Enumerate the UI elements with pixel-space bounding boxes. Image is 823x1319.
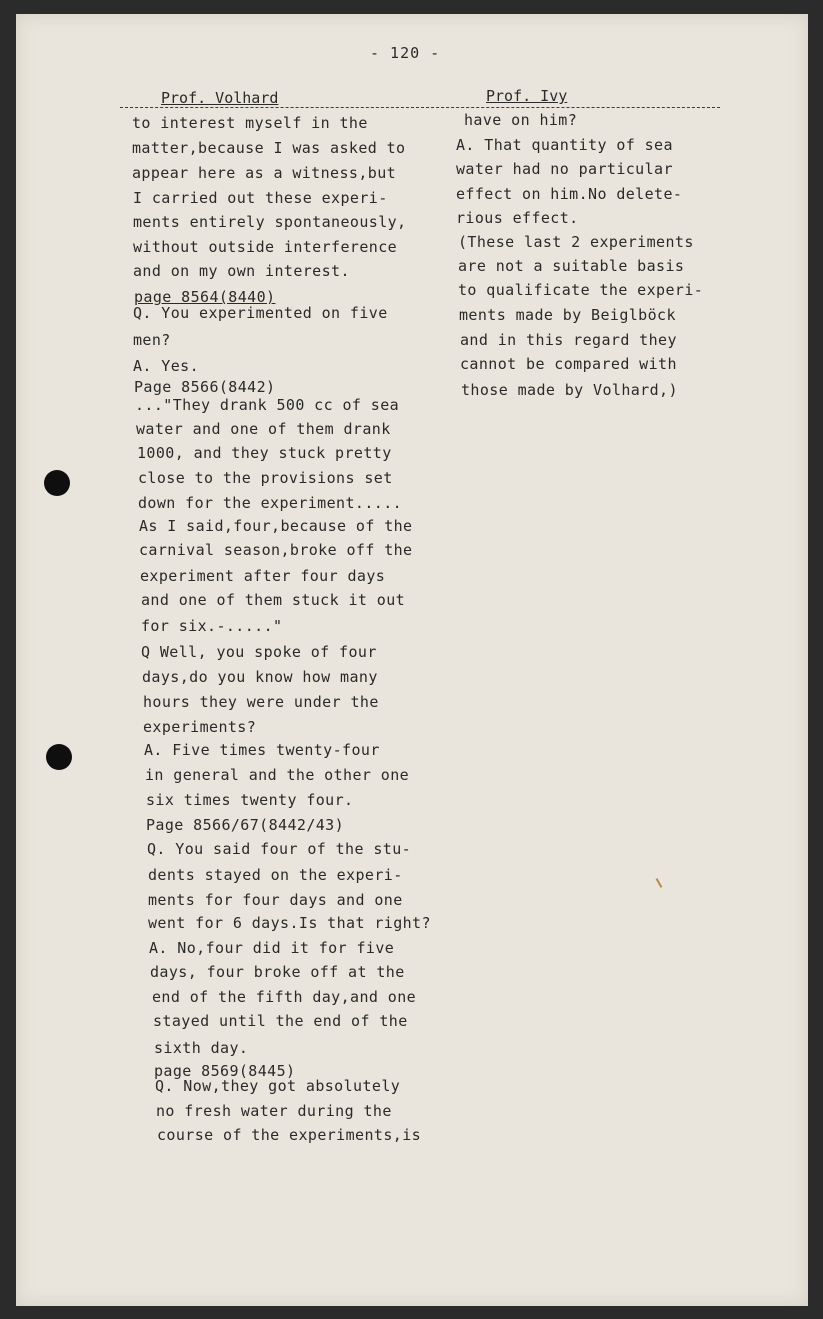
right-line: rious effect. (456, 209, 579, 227)
left-line: without outside interference (133, 238, 398, 256)
right-line: A. That quantity of sea (456, 136, 673, 154)
left-line: to interest myself in the (132, 114, 368, 132)
left-line: Q. You said four of the stu- (147, 840, 412, 858)
left-line: and one of them stuck it out (141, 591, 406, 609)
page-reference: page 8569(8445) (154, 1062, 296, 1080)
right-line: cannot be compared with (460, 355, 677, 373)
left-line: down for the experiment..... (138, 494, 403, 512)
right-line: effect on him.No delete- (456, 185, 683, 203)
left-line: matter,because I was asked to (132, 139, 406, 157)
right-line: have on him? (464, 111, 578, 129)
left-line: A. Five times twenty-four (144, 741, 380, 759)
left-line: men? (133, 331, 171, 349)
left-line: Q. You experimented on five (133, 304, 388, 322)
right-line: to qualificate the experi- (458, 281, 704, 299)
left-line: stayed until the end of the (153, 1012, 408, 1030)
left-line: and on my own interest. (133, 262, 350, 280)
left-line: ments for four days and one (148, 891, 403, 909)
punch-hole-upper (44, 470, 70, 496)
right-line: (These last 2 experiments (458, 233, 694, 251)
right-line: are not a suitable basis (458, 257, 685, 275)
left-line: appear here as a witness,but (132, 164, 397, 182)
right-line: and in this regard they (460, 331, 677, 349)
left-line: days,do you know how many (142, 668, 378, 686)
left-line: close to the provisions set (138, 469, 393, 487)
right-column-header: Prof. Ivy (486, 87, 568, 105)
left-line: sixth day. (154, 1039, 249, 1057)
left-line: dents stayed on the experi- (148, 866, 403, 884)
right-line: those made by Volhard,) (461, 381, 678, 399)
left-line: end of the fifth day,and one (152, 988, 417, 1006)
left-line: A. Yes. (133, 357, 200, 375)
left-line: I carried out these experi- (133, 189, 388, 207)
left-line: experiments? (143, 718, 257, 736)
left-line: six times twenty four. (146, 791, 354, 809)
punch-hole-lower (46, 744, 72, 770)
left-line: ..."They drank 500 cc of sea (135, 396, 400, 414)
left-line: hours they were under the (143, 693, 379, 711)
left-line: in general and the other one (145, 766, 410, 784)
right-line: ments made by Beiglböck (459, 306, 676, 324)
document-page (16, 14, 808, 1306)
left-line: experiment after four days (140, 567, 386, 585)
left-line: A. No,four did it for five (149, 939, 395, 957)
page-reference: page 8564(8440) (134, 288, 276, 306)
left-line: As I said,four,because of the (139, 517, 413, 535)
right-line: water had no particular (456, 160, 673, 178)
left-line: 1000, and they stuck pretty (137, 444, 392, 462)
left-line: went for 6 days.Is that right? (148, 914, 431, 932)
left-line: carnival season,broke off the (139, 541, 413, 559)
left-line: Q Well, you spoke of four (141, 643, 377, 661)
left-line: course of the experiments,is (157, 1126, 422, 1144)
left-column-header: Prof. Volhard (161, 89, 279, 107)
page-reference: Page 8566(8442) (134, 378, 276, 396)
header-divider (120, 107, 720, 108)
left-line: days, four broke off at the (150, 963, 405, 981)
page-number: - 120 - (370, 44, 441, 62)
left-line: ments entirely spontaneously, (133, 213, 407, 231)
left-line: no fresh water during the (156, 1102, 392, 1120)
left-line: for six.-....." (141, 617, 283, 635)
page-reference: Page 8566/67(8442/43) (146, 816, 345, 834)
left-line: Q. Now,they got absolutely (155, 1077, 401, 1095)
left-line: water and one of them drank (136, 420, 391, 438)
